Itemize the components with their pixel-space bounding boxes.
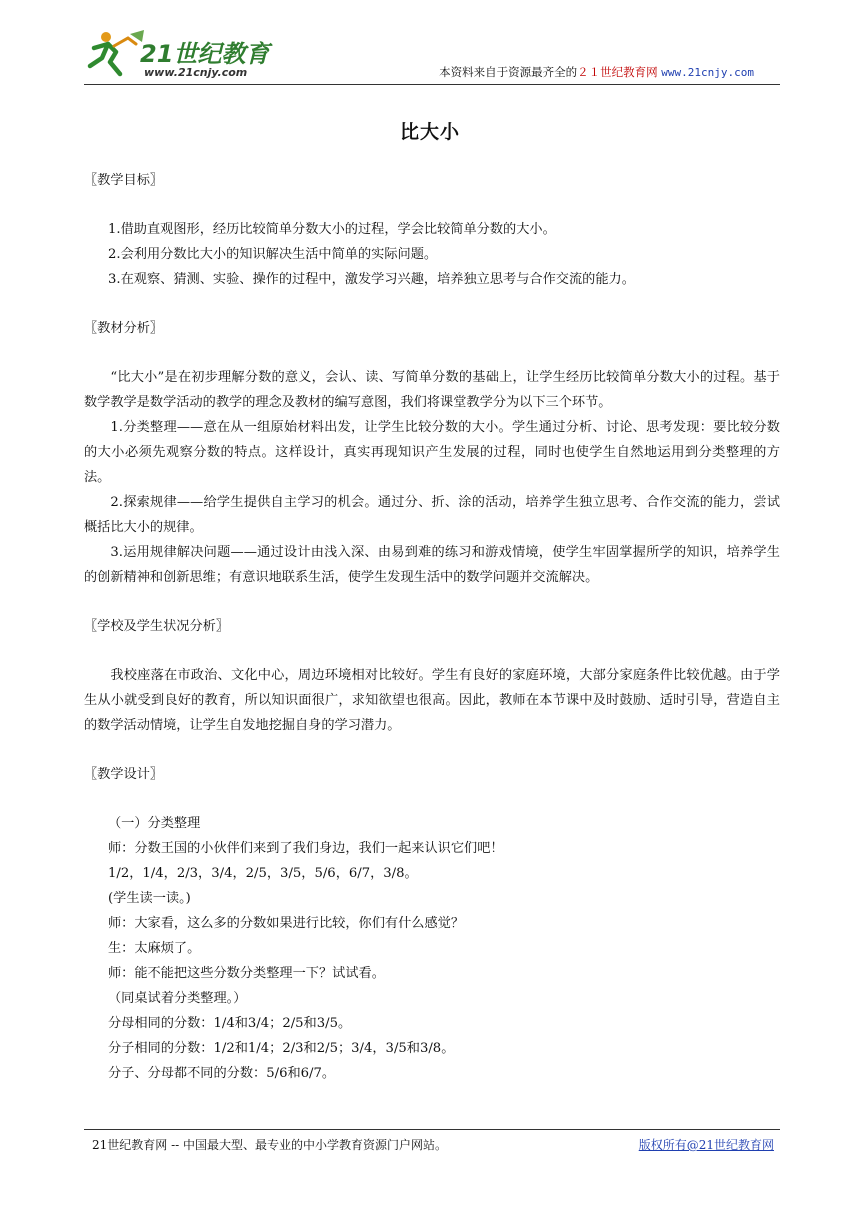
document-body — [84, 168, 780, 1086]
footer-site-info: 21世纪教育网 -- 中国最大型、最专业的中小学教育资源门户网站。 — [92, 1138, 448, 1152]
design-line: (学生读一读。) — [108, 891, 191, 906]
design-line: 分母相同的分数：1/4和3/4；2/5和3/5。 — [108, 1016, 352, 1031]
header-note-site[interactable]: ２１世纪教育网 — [577, 65, 658, 79]
section-heading-analysis: 〖教材分析〗 — [84, 321, 164, 336]
logo-url: www.21cnjy.com — [144, 66, 248, 79]
design-line: 师：分数王国的小伙伴们来到了我们身边，我们一起来认识它们吧！ — [108, 841, 504, 856]
logo-text: 21世纪教育 — [140, 40, 270, 68]
header-note-prefix: 本资料来自于资源最齐全的 — [439, 65, 578, 79]
section-heading-design: 〖教学设计〗 — [84, 767, 164, 782]
header-divider — [84, 84, 780, 85]
design-line: 生：太麻烦了。 — [108, 941, 201, 956]
design-line: （同桌试着分类整理。） — [108, 991, 247, 1006]
page-header — [84, 28, 780, 86]
design-line: 1/2，1/4，2/3，3/4，2/5，3/5，5/6，6/7，3/8。 — [108, 866, 418, 881]
section-heading-goals: 〖教学目标〗 — [84, 173, 164, 188]
analysis-paragraph: 2.探索规律——给学生提供自主学习的机会。通过分、折、涂的活动，培养学生独立思考、合作交流的能力，尝试概括比大小的规律。 — [84, 495, 780, 535]
design-line: 师：大家看，这么多的分数如果进行比较，你们有什么感觉？ — [108, 916, 465, 931]
analysis-paragraph: “比大小”是在初步理解分数的意义，会认、读、写简单分数的基础上，让学生经历比较简单分数大小的过程。基于数学教学是数学活动的教学的理念及教材的编写意图，我们将课堂教学分为以下三个环节。 — [84, 370, 780, 410]
school-paragraph: 我校座落在市政治、文化中心，周边环境相对比较好。学生有良好的家庭环境，大部分家庭条件比较优越。由于学生从小就受到良好的教育，所以知识面很广，求知欲望也很高。因此，教师在本节课中及时鼓励、适时引导，营造自主的数学活动情境，让学生自发地挖掘自身的学习潜力。 — [84, 668, 780, 733]
analysis-paragraph: 1.分类整理——意在从一组原始材料出发，让学生比较分数的大小。学生通过分析、讨论、思考发现：要比较分数的大小必须先观察分数的特点。这样设计，真实再现知识产生发展的过程，同时也使学生自然地运用到分类整理的方法。 — [84, 420, 780, 485]
header-source-note — [439, 64, 754, 80]
document-title: 比大小 — [399, 121, 460, 143]
footer-copyright-link[interactable]: 版权所有@21世纪教育网 — [638, 1138, 774, 1152]
goal-item: 1.借助直观图形，经历比较简单分数大小的过程，学会比较简单分数的大小。 — [108, 222, 556, 237]
header-note-url[interactable]: www.21cnjy.com — [661, 66, 754, 79]
footer-divider — [84, 1129, 780, 1130]
design-line: 师：能不能把这些分数分类整理一下？试试看。 — [108, 966, 385, 981]
section-heading-school: 〖学校及学生状况分析〗 — [84, 619, 230, 634]
goal-item: 2.会利用分数比大小的知识解决生活中简单的实际问题。 — [108, 247, 438, 262]
design-line: 分子相同的分数：1/2和1/4；2/3和2/5；3/4，3/5和3/8。 — [108, 1041, 455, 1056]
site-logo — [84, 28, 284, 80]
analysis-paragraph: 3.运用规律解决问题——通过设计由浅入深、由易到难的练习和游戏情境，使学生牢固掌握所学的知识，培养学生的创新精神和创新思维；有意识地联系生活，使学生发现生活中的数学问题并交流解决。 — [84, 545, 780, 585]
design-line: 分子、分母都不同的分数：5/6和6/7。 — [108, 1066, 336, 1081]
goal-item: 3.在观察、猜测、实验、操作的过程中，激发学习兴趣，培养独立思考与合作交流的能力。 — [108, 272, 635, 287]
design-subheading: （一）分类整理 — [108, 816, 201, 831]
